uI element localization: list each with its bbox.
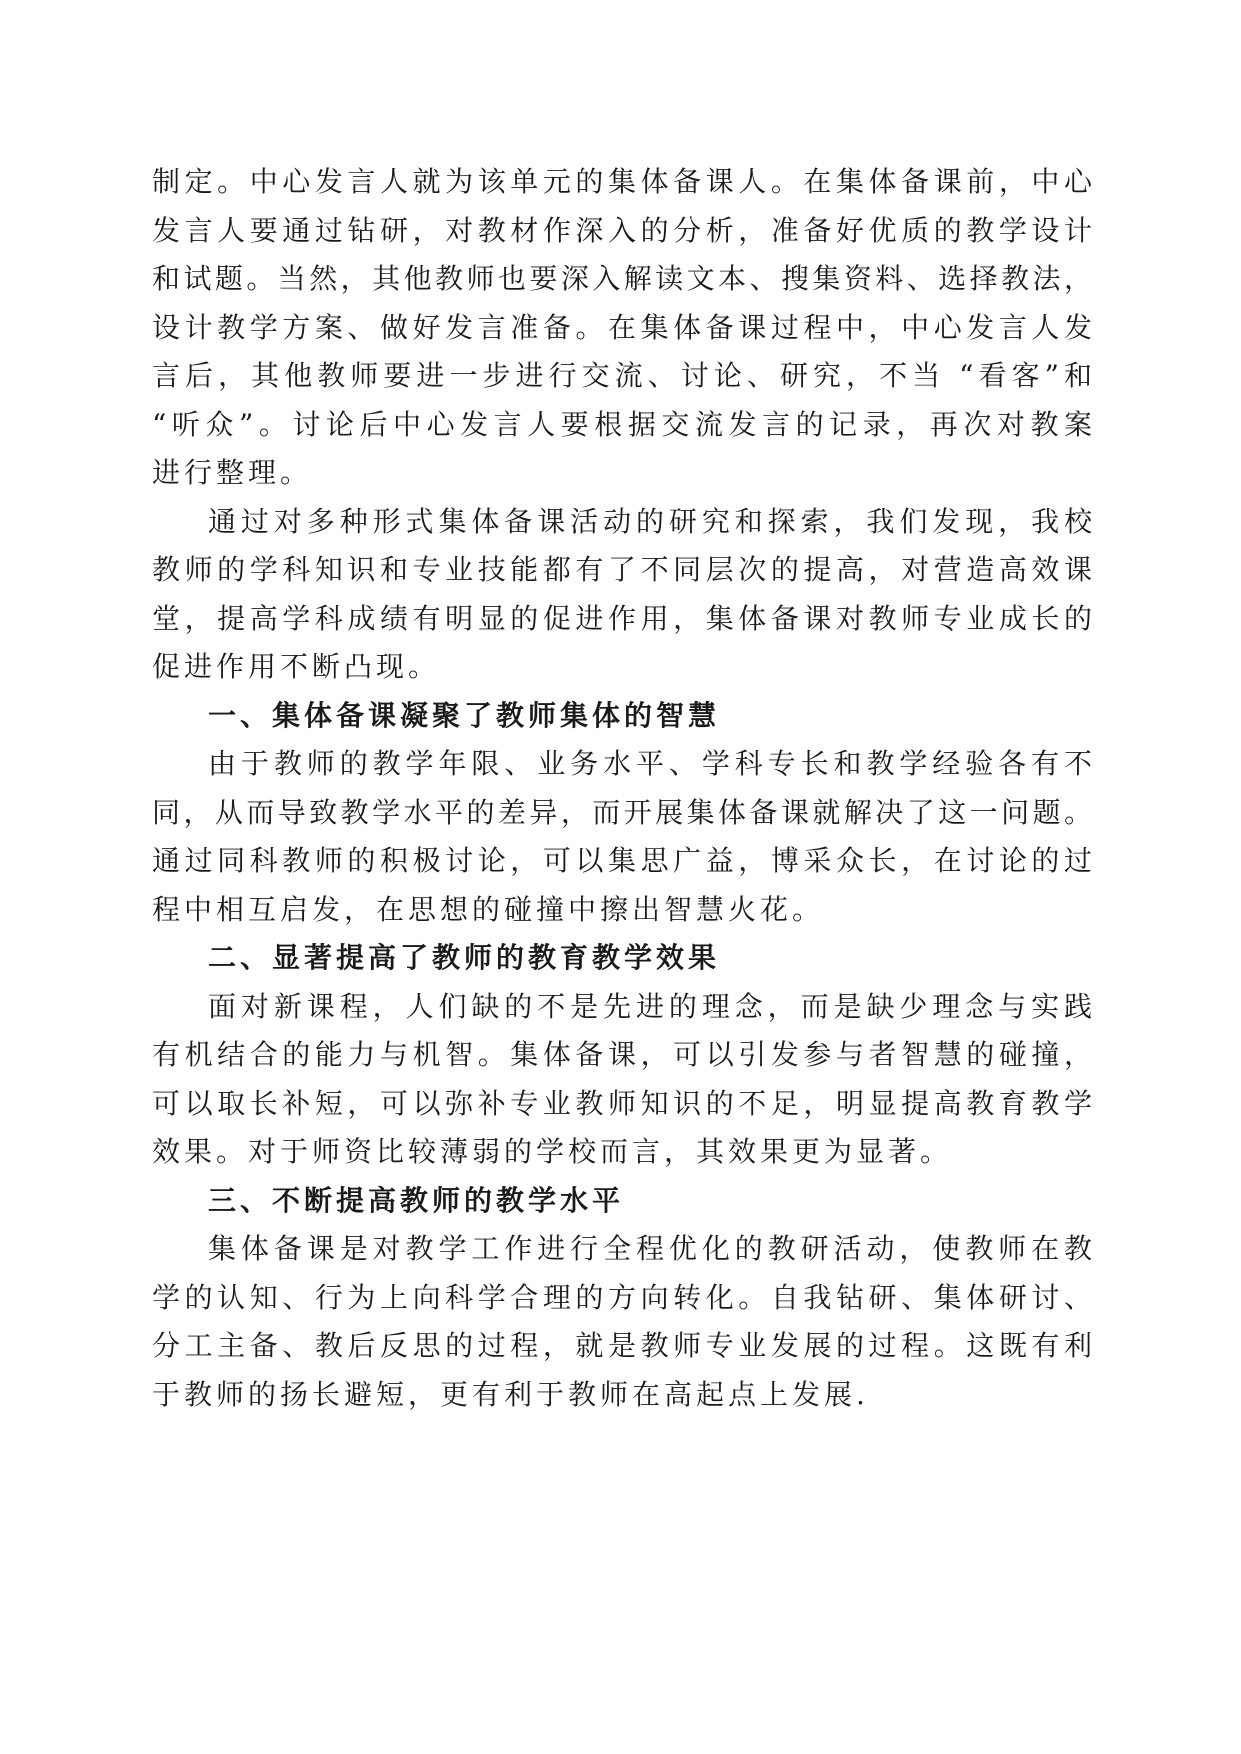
section-teaching-level (152, 1177, 1092, 1420)
section-collective-wisdom (152, 692, 1092, 935)
document-body (152, 158, 1092, 1419)
section-teaching-effect (152, 934, 1092, 1177)
paragraph-line: 进行整理。 (152, 456, 313, 489)
paragraph-line: 程中相互启发，在思想的碰撞中擦出智慧火花。 (152, 892, 825, 926)
summary-paragraph (152, 498, 1092, 692)
section-heading: 三、不断提高教师的教学水平 (208, 1183, 625, 1217)
paragraph-line: 分工主备、教后反思的过程，就是教师专业发展的过程。这既有利 (152, 1329, 1092, 1362)
paragraph-line: 教师的学科知识和专业技能都有了不同层次的提高，对营造高效课 (152, 553, 1092, 586)
paragraph-line: “听众”。讨论后中心发言人要根据交流发言的记录，再次对教案 (152, 407, 1092, 441)
paragraph-line: 面对新课程，人们缺的不是先进的理念，而是缺少理念与实践 (208, 989, 1092, 1023)
paragraph-line: 制定。中心发言人就为该单元的集体备课人。在集体备课前，中心 (152, 165, 1092, 198)
paragraph-line: 通过对多种形式集体备课活动的研究和探索，我们发现，我校 (208, 504, 1092, 538)
paragraph-line: 学的认知、行为上向科学合理的方向转化。自我钻研、集体研讨、 (152, 1280, 1092, 1314)
section-heading: 一、集体备课凝聚了教师集体的智慧 (208, 698, 721, 732)
paragraph-line: 设计教学方案、做好发言准备。在集体备课过程中，中心发言人发 (152, 310, 1092, 344)
paragraph-line: 同，从而导致教学水平的差异，而开展集体备课就解决了这一问题。 (152, 795, 1092, 829)
paragraph-line: 促进作用不断凸现。 (152, 650, 441, 683)
paragraph-line: 通过同科教师的积极讨论，可以集思广益，博采众长，在讨论的过 (152, 844, 1092, 877)
paragraph-line: 有机结合的能力与机智。集体备课，可以引发参与者智慧的碰撞， (152, 1038, 1092, 1071)
paragraph-line: 堂，提高学科成绩有明显的促进作用，集体备课对教师专业成长的 (152, 601, 1092, 635)
section-heading: 二、显著提高了教师的教育教学效果 (208, 941, 721, 974)
paragraph-line: 集体备课是对教学工作进行全程优化的教研活动，使教师在教 (208, 1232, 1092, 1265)
intro-paragraph (152, 158, 1092, 498)
paragraph-line: 于教师的扬长避短，更有利于教师在高起点上发展. (152, 1377, 869, 1411)
paragraph-line: 效果。对于师资比较薄弱的学校而言，其效果更为显著。 (152, 1135, 953, 1168)
paragraph-line: 可以取长补短，可以弥补专业教师知识的不足，明显提高教育教学 (152, 1086, 1092, 1120)
paragraph-line: 由于教师的教学年限、业务水平、学科专长和教学经验各有不 (208, 747, 1092, 780)
paragraph-line: 发言人要通过钻研，对教材作深入的分析，准备好优质的教学设计 (152, 213, 1092, 247)
paragraph-line: 和试题。当然，其他教师也要深入解读文本、搜集资料、选择教法， (152, 262, 1092, 295)
paragraph-line: 言后，其他教师要进一步进行交流、讨论、研究，不当 “看客”和 (152, 359, 1092, 392)
